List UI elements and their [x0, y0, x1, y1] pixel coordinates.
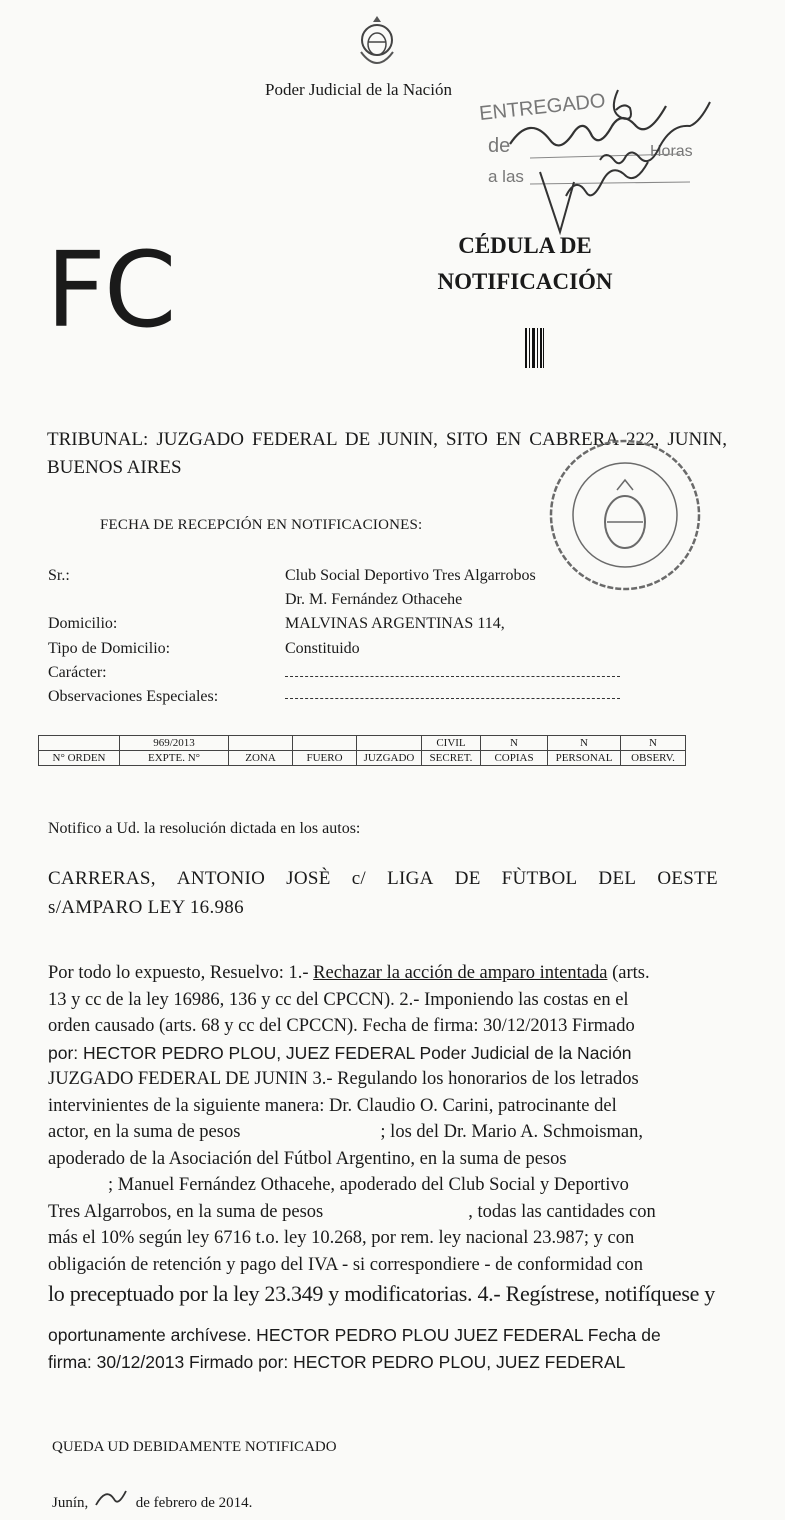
handwritten-number-mark — [614, 90, 631, 119]
observaciones-blank-line — [285, 698, 620, 699]
document-title — [410, 228, 640, 300]
closing-city: Junín, — [52, 1495, 89, 1511]
fecha-recepcion-label: FECHA DE RECEPCIÓN EN NOTIFICACIONES: — [100, 517, 423, 533]
table-cell: N — [621, 736, 686, 751]
fc-document-code: FC — [46, 229, 175, 351]
table-cell — [39, 736, 120, 751]
closing-date — [52, 1489, 252, 1512]
caption-word: DEL — [598, 868, 637, 889]
handwritten-day-mark — [92, 1489, 132, 1511]
table-cell: FUERO — [293, 751, 357, 766]
observaciones-label: Observaciones Especiales: — [48, 688, 219, 705]
handwritten-signature — [540, 162, 648, 232]
table-cell — [357, 736, 422, 751]
table-cell: COPIAS — [481, 751, 548, 766]
table-cell: CIVIL — [422, 736, 481, 751]
expediente-table — [38, 735, 686, 766]
redacted-amount — [48, 1172, 108, 1199]
sr-label: Sr.: — [48, 567, 70, 584]
body-line: lo preceptuado por la ley 23.349 y modificatorias. 4.- Regístrese, notifíquese y — [48, 1281, 715, 1306]
closing-date-rest: de febrero de 2014. — [135, 1495, 253, 1511]
barcode-icon — [525, 328, 545, 368]
caption-word: DE — [454, 868, 481, 889]
table-cell: ZONA — [229, 751, 293, 766]
caption-word: FÙTBOL — [501, 868, 578, 889]
court-seal-stamp — [545, 430, 705, 600]
table-row — [39, 751, 686, 766]
sr-value-club: Club Social Deportivo Tres Algarrobos — [285, 567, 536, 584]
title-line-2: NOTIFICACIÓN — [437, 269, 613, 294]
body-text-segment: ; Manuel Fernández Othacehe, apoderado del Club Social y Deportivo — [108, 1175, 629, 1195]
body-line: intervinientes de la siguiente manera: Dr. Claudio O. Carini, patrocinante del — [48, 1095, 617, 1116]
caracter-label: Carácter: — [48, 664, 107, 681]
body-line: 13 y cc de la ley 16986, 136 y cc del CPCCN). 2.- Imponiendo las costas en el — [48, 989, 629, 1010]
table-cell: 969/2013 — [120, 736, 229, 751]
body-line — [48, 960, 720, 987]
table-cell: PERSONAL — [548, 751, 621, 766]
body-line — [48, 1172, 720, 1199]
tipo-domicilio-value: Constituido — [285, 640, 360, 657]
tipo-domicilio-label: Tipo de Domicilio: — [48, 640, 171, 657]
caption-word: OESTE — [657, 868, 718, 889]
caption-word: LIGA — [387, 868, 434, 889]
body-text-segment: Por todo lo expuesto, Resuelvo: 1.- — [48, 963, 314, 983]
caption-line-1 — [48, 864, 718, 893]
domicilio-value: MALVINAS ARGENTINAS 114, — [285, 615, 505, 632]
table-cell: N° ORDEN — [39, 751, 120, 766]
body-line: JUZGADO FEDERAL DE JUNIN 3.- Regulando los honorarios de los letrados — [48, 1069, 639, 1089]
institution-header: Poder Judicial de la Nación — [265, 80, 452, 99]
body-text-segment: (arts. — [607, 963, 650, 983]
body-line — [48, 1119, 720, 1146]
resolution-body — [48, 960, 720, 1375]
table-cell: N — [548, 736, 621, 751]
table-cell: JUZGADO — [357, 751, 422, 766]
caption-word: c/ — [351, 868, 367, 889]
body-line — [48, 1199, 720, 1226]
table-row — [39, 736, 686, 751]
redacted-amount — [240, 1119, 380, 1146]
caption-word: CARRERAS, — [48, 868, 156, 889]
tribunal-text: TRIBUNAL: JUZGADO FEDERAL DE JUNIN, SITO EN CABRERA 222, JUNIN, BUENOS AIRES — [47, 429, 727, 478]
body-line: obligación de retención y pago del IVA - si correspondiere - de conformidad con — [48, 1254, 644, 1275]
stamp-horas-label: Horas — [650, 143, 693, 160]
notifico-text: Notifico a Ud. la resolución dictada en los autos: — [48, 820, 361, 837]
table-cell: OBSERV. — [621, 751, 686, 766]
queda-notificado-text: QUEDA UD DEBIDAMENTE NOTIFICADO — [52, 1439, 337, 1455]
table-cell — [229, 736, 293, 751]
redacted-amount — [323, 1199, 468, 1226]
stamp-entregado-label: ENTREGADO — [478, 89, 607, 125]
body-text-segment: Tres Algarrobos, en la suma de pesos — [48, 1201, 324, 1222]
domicilio-label: Domicilio: — [48, 615, 118, 632]
caption-word: ANTONIO — [176, 868, 266, 889]
table-cell: SECRET. — [422, 751, 481, 766]
body-line: firma: 30/12/2013 Firmado por: HECTOR PEDRO PLOU, JUEZ FEDERAL — [48, 1351, 626, 1372]
body-text-segment: , todas las cantidades con — [468, 1201, 656, 1222]
coat-of-arms-emblem-icon — [355, 12, 399, 72]
body-text-segment: ; los del Dr. Mario A. Schmoisman, — [380, 1122, 644, 1142]
body-line: oportunamente archívese. HECTOR PEDRO PLOU JUEZ FEDERAL Fecha de — [48, 1325, 661, 1345]
table-cell: EXPTE. N° — [120, 751, 229, 766]
caracter-blank-line — [285, 676, 620, 677]
body-line: apoderado de la Asociación del Fútbol Argentino, en la suma de pesos — [48, 1148, 567, 1169]
caption-line-2: s/AMPARO LEY 16.986 — [48, 897, 244, 918]
table-cell — [293, 736, 357, 751]
body-line: por: HECTOR PEDRO PLOU, JUEZ FEDERAL Poder Judicial de la Nación — [48, 1042, 632, 1063]
stamp-de-label: de — [488, 135, 511, 157]
table-cell: N — [481, 736, 548, 751]
sr-value-lawyer: Dr. M. Fernández Othacehe — [285, 591, 463, 608]
body-line: más el 10% según ley 6716 t.o. ley 10.268, por rem. ley nacional 23.987; y con — [48, 1228, 635, 1248]
body-underlined-segment: Rechazar la acción de amparo intentada — [313, 963, 608, 983]
body-line: orden causado (arts. 68 y cc del CPCCN). Fecha de firma: 30/12/2013 Firmado — [48, 1016, 635, 1036]
caption-word: JOSÈ — [286, 868, 331, 889]
stamp-a-las-label: a las — [488, 167, 524, 186]
case-caption — [48, 864, 718, 922]
body-text-segment: actor, en la suma de pesos — [48, 1122, 241, 1142]
title-line-1: CÉDULA DE — [458, 233, 592, 258]
